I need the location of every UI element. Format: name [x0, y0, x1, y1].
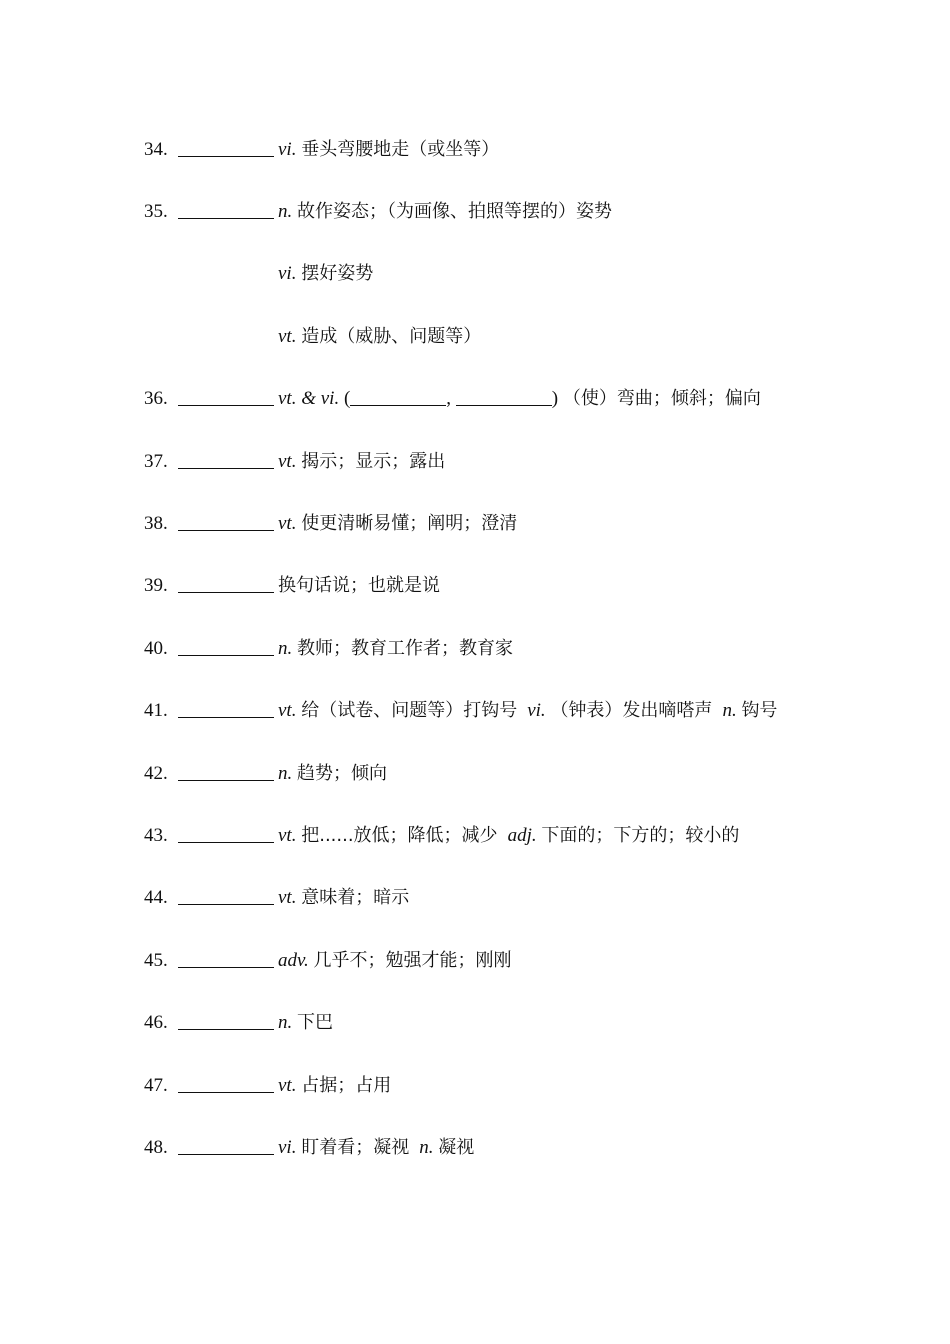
answer-blank[interactable] — [178, 824, 274, 843]
entry-number: 43. — [144, 825, 168, 846]
comma: , — [446, 388, 452, 409]
part-of-speech-3: n. — [722, 700, 737, 721]
answer-blank[interactable] — [178, 450, 274, 469]
definition: 给（试卷、问题等）打钩号 — [301, 700, 518, 721]
entry-number: 39. — [144, 575, 168, 596]
part-of-speech: vt. — [278, 887, 297, 908]
definition: 故作姿态；（为画像、拍照等摆的）姿势 — [297, 201, 612, 222]
definition-2: （钟表）发出嘀嗒声 — [550, 700, 713, 721]
entry-38 — [144, 509, 517, 539]
answer-blank[interactable] — [178, 699, 274, 718]
definition: 造成（威胁、问题等） — [301, 326, 482, 347]
definition: 教师；教育工作者；教育家 — [297, 638, 513, 659]
answer-blank[interactable] — [178, 949, 274, 968]
entry-44 — [144, 883, 409, 913]
entry-number: 46. — [144, 1012, 168, 1033]
part-of-speech: vi. — [278, 139, 297, 160]
entry-number: 45. — [144, 950, 168, 971]
part-of-speech: n. — [278, 638, 293, 659]
answer-blank[interactable] — [178, 886, 274, 905]
part-of-speech: vt. — [278, 326, 297, 347]
definition: 意味着；暗示 — [301, 887, 410, 908]
part-of-speech: adv. — [278, 950, 309, 971]
entry-39 — [144, 571, 440, 601]
entry-43 — [144, 821, 739, 851]
part-of-speech-2: vi. — [527, 700, 546, 721]
definition: 占据；占用 — [301, 1075, 392, 1096]
entry-number: 47. — [144, 1075, 168, 1096]
answer-blank[interactable] — [178, 574, 274, 593]
entry-34 — [144, 135, 499, 165]
entry-40 — [144, 634, 513, 664]
definition: 下巴 — [297, 1012, 333, 1033]
entry-45 — [144, 946, 512, 976]
entry-number: 41. — [144, 700, 168, 721]
entry-42 — [144, 759, 387, 789]
entry-number: 42. — [144, 763, 168, 784]
past-tense-blank[interactable] — [350, 387, 446, 406]
definition: 摆好姿势 — [301, 263, 374, 284]
definition: 揭示；显示；露出 — [301, 451, 446, 472]
entry-number: 35. — [144, 201, 168, 222]
definition: 使更清晰易懂；阐明；澄清 — [301, 513, 518, 534]
entry-number: 40. — [144, 638, 168, 659]
part-of-speech: vt. & vi. — [278, 388, 340, 409]
entry-number: 44. — [144, 887, 168, 908]
definition: （使）弯曲；倾斜；偏向 — [562, 388, 761, 409]
part-of-speech: vt. — [278, 513, 297, 534]
part-of-speech: vi. — [278, 263, 297, 284]
definition: 垂头弯腰地走（或坐等） — [301, 139, 500, 160]
part-of-speech: n. — [278, 201, 293, 222]
answer-blank[interactable] — [178, 762, 274, 781]
answer-blank[interactable] — [178, 387, 274, 406]
entry-35-sense-3 — [144, 322, 481, 352]
definition-2: 下面的；下方的；较小的 — [541, 825, 740, 846]
entry-46 — [144, 1008, 333, 1038]
definition: 换句话说；也就是说 — [278, 575, 440, 596]
entry-number: 48. — [144, 1137, 168, 1158]
entry-48 — [144, 1133, 474, 1163]
part-of-speech: vt. — [278, 451, 297, 472]
answer-blank[interactable] — [178, 200, 274, 219]
entry-number: 34. — [144, 139, 168, 160]
part-of-speech: vt. — [278, 1075, 297, 1096]
definition: 几乎不；勉强才能；刚刚 — [313, 950, 512, 971]
entry-number: 38. — [144, 513, 168, 534]
paren-close: ) — [551, 388, 559, 409]
part-of-speech: n. — [278, 1012, 293, 1033]
part-of-speech: n. — [278, 763, 293, 784]
part-of-speech: vt. — [278, 825, 297, 846]
part-of-speech: vi. — [278, 1137, 297, 1158]
paren-open: ( — [343, 388, 351, 409]
entry-number: 36. — [144, 388, 168, 409]
entry-47 — [144, 1071, 391, 1101]
entry-36 — [144, 384, 761, 414]
answer-blank[interactable] — [178, 1074, 274, 1093]
part-of-speech-2: n. — [419, 1137, 434, 1158]
part-of-speech-2: adj. — [507, 825, 537, 846]
definition: 趋势；倾向 — [297, 763, 387, 784]
answer-blank[interactable] — [178, 138, 274, 157]
entry-41 — [144, 696, 777, 726]
answer-blank[interactable] — [178, 637, 274, 656]
definition: 把......放低；降低；减少 — [301, 825, 498, 846]
answer-blank[interactable] — [178, 1011, 274, 1030]
entry-number: 37. — [144, 451, 168, 472]
definition: 盯着看；凝视 — [301, 1137, 410, 1158]
part-of-speech: vt. — [278, 700, 297, 721]
answer-blank[interactable] — [178, 512, 274, 531]
definition-2: 凝视 — [438, 1137, 475, 1158]
definition-3: 钩号 — [741, 700, 778, 721]
entry-35 — [144, 197, 612, 227]
past-participle-blank[interactable] — [456, 387, 552, 406]
entry-35-sense-2 — [144, 259, 373, 289]
answer-blank[interactable] — [178, 1136, 274, 1155]
entry-37 — [144, 447, 445, 477]
